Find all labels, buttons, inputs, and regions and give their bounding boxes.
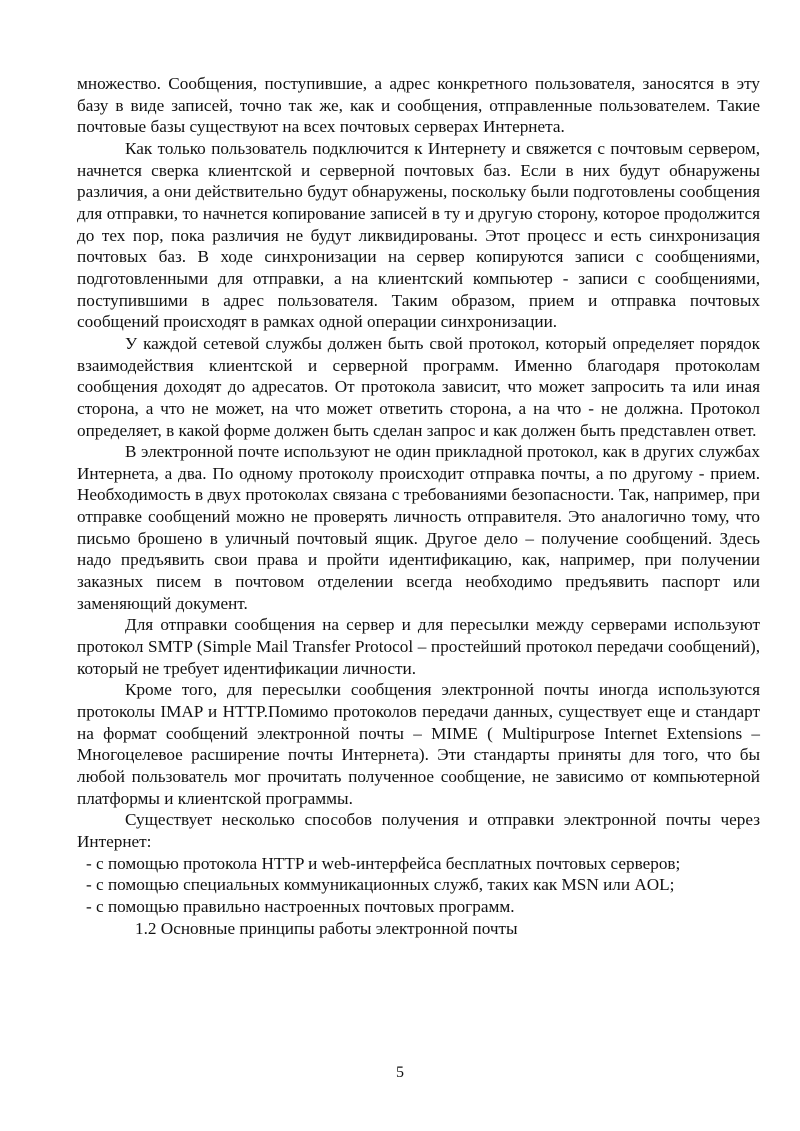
paragraph-synchronization: Как только пользователь подключится к Интернету и свяжется с почтовым сервером, начнется сверка клиентской и серверной почтовых баз. Если в них будут обнаружены различия, а они действительно будут обнаружены, поскольку были подготовлены сообщения для отправки, то начнется копирование записей в ту и другую сторону, которое продолжится до тех пор, пока различия не будут ликвидированы. Этот процесс и есть синхронизация почтовых баз. В ходе синхронизации на сервер копируются записи с сообщениями, подготовленными для отправки, а на клиентский компьютер - записи с сообщениями, поступившими в адрес пользователя. Таким образом, прием и отправка почтовых сообщений происходят в рамках одной операции синхронизации.	[77, 138, 760, 332]
list-item: - с помощью специальных коммуникационных служб, таких как MSN или AOL;	[86, 875, 675, 895]
list-item: - с помощью правильно настроенных почтовых программ.	[86, 896, 515, 916]
paragraph-protocol: У каждой сетевой службы должен быть свой протокол, который определяет порядок взаимодействия клиентской и серверной программ. Именно благодаря протоколам сообщения доходят до адресатов. От протокола зависит, что может запросить та или иная сторона, а что не может, на что может ответить сторона, а на что - не должна. Протокол определяет, в какой форме должен быть сделан запрос и как должен быть представлен ответ.	[77, 333, 760, 440]
paragraph-methods: Существует несколько способов получения и отправки электронной почты через Интернет:	[77, 810, 760, 851]
body-text	[77, 73, 760, 939]
paragraph-smtp: Для отправки сообщения на сервер и для пересылки между серверами используют протокол SMTP (Simple Mail Transfer Protocol – простейший протокол передачи сообщений), который не требует идентификации личности.	[77, 615, 760, 678]
page-number: 5	[396, 1064, 404, 1081]
paragraph-continuation: множество. Сообщения, поступившие, а адрес конкретного пользователя, заносятся в эту базу в виде записей, точно так же, как и сообщения, отправленные пользователем. Такие почтовые базы существуют на всех почтовых серверах Интернета.	[77, 74, 760, 137]
paragraph-two-protocols: В электронной почте используют не один прикладной протокол, как в других службах Интернета, а два. По одному протоколу происходит отправка почты, а по другому - прием. Необходимость в двух протоколах связана с требованиями безопасности. Так, например, при отправке сообщений можно не проверять личность отправителя. Это аналогично тому, что письмо брошено в уличный почтовый ящик. Другое дело – получение сообщений. Здесь надо предъявить свои права и пройти идентификацию, как, например, при получении заказных писем в почтовом отделении всегда необходимо предъявить паспорт или заменяющий документ.	[77, 442, 760, 613]
list-item: - с помощью протокола HTTP и web-интерфейса бесплатных почтовых серверов;	[86, 853, 681, 873]
paragraph-imap-mime: Кроме того, для пересылки сообщения электронной почты иногда используются протоколы IMAP и HTTP.Помимо протоколов передачи данных, существует еще и стандарт на формат сообщений электронной почты – MIME ( Multipurpose Internet Extensions – Многоцелевое расширение почты Интернета). Эти стандарты приняты для того, что бы любой пользователь мог прочитать полученное сообщение, не зависимо от компьютерной платформы и клиентской программы.	[77, 680, 760, 808]
section-heading: 1.2 Основные принципы работы электронной почты	[135, 918, 518, 938]
